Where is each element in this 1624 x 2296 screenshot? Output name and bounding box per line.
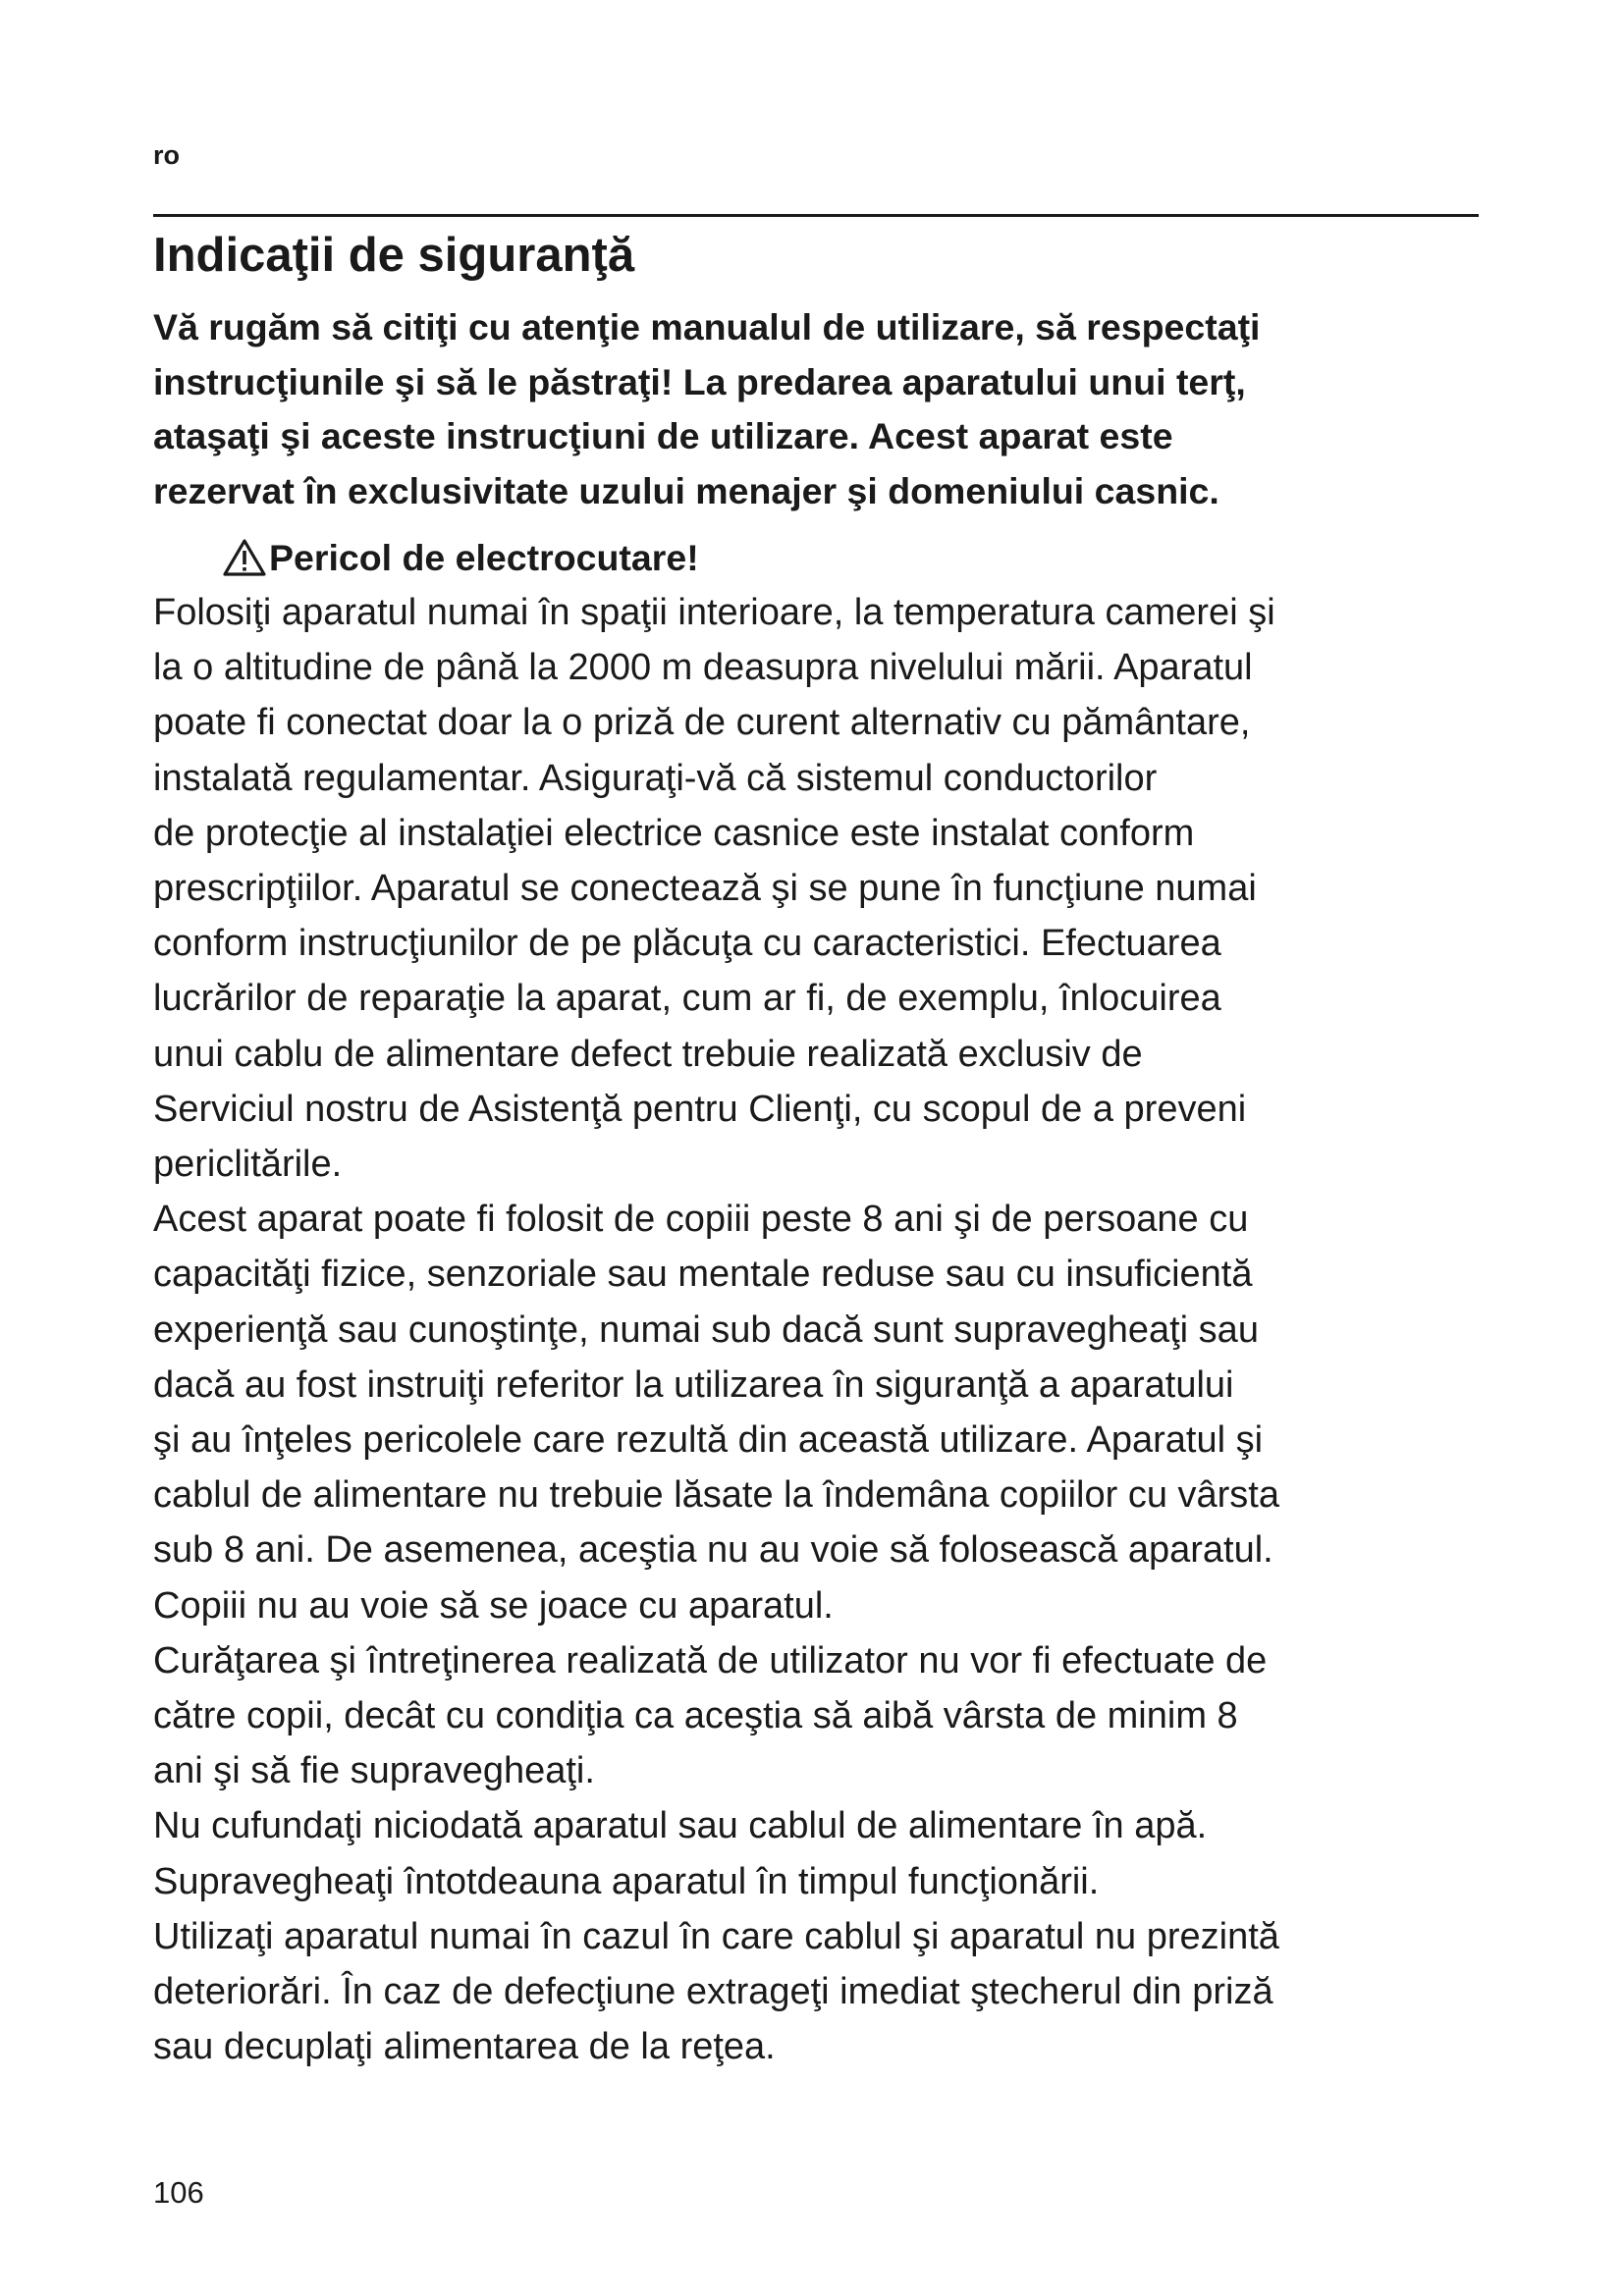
- body-paragraph-cleaning: [153, 1633, 1489, 1799]
- body-paragraph-water: [153, 1798, 1489, 1908]
- intro-line: Vă rugăm să citiţi cu atenţie manualul de utilizare, să respectaţi: [153, 306, 1261, 347]
- body-line: conform instrucţiunilor de pe plăcuţa cu caracteristici. Efectuarea: [153, 923, 1221, 965]
- body-line: capacităţi fizice, senzoriale sau mentale reduse sau cu insuficientă: [153, 1254, 1253, 1296]
- body-line: Nu cufundaţi niciodată aparatul sau cablul de alimentare în apă.: [153, 1805, 1208, 1847]
- body-line: instalată regulamentar. Asiguraţi-vă că sistemul conductorilor: [153, 757, 1158, 799]
- body-line: de protecţie al instalaţiei electrice casnice este instalat conform: [153, 812, 1195, 854]
- body-line: cablul de alimentare nu trebuie lăsate la îndemâna copiilor cu vârsta: [153, 1474, 1279, 1517]
- body-line: ani şi să fie supravegheaţi.: [153, 1750, 595, 1792]
- intro-line: ataşaţi şi aceste instrucţiuni de utilizare. Acest aparat este: [153, 415, 1173, 456]
- body-line: experienţă sau cunoştinţe, numai sub dacă sunt supravegheaţi sau: [153, 1308, 1259, 1351]
- warning-label: Pericol de electrocutare!: [269, 537, 699, 578]
- body-line: Acest aparat poate fi folosit de copiii peste 8 ani şi de persoane cu: [153, 1199, 1249, 1241]
- body-paragraph-damage: [153, 1909, 1489, 2075]
- body-paragraph-electrical: [153, 585, 1489, 1192]
- intro-line: rezervat în exclusivitate uzului menajer şi domeniului casnic.: [153, 469, 1219, 511]
- body-line: unui cablu de alimentare defect trebuie realizată exclusiv de: [153, 1033, 1143, 1075]
- warning-triangle-icon: [222, 538, 267, 577]
- language-code: ro: [153, 140, 180, 170]
- body-line: poate fi conectat doar la o priză de curent alternativ cu pământare,: [153, 702, 1251, 744]
- page-number: 106: [153, 2175, 204, 2210]
- section-title: Indicaţii de siguranţă: [153, 229, 635, 282]
- body-line: periclitările.: [153, 1144, 343, 1186]
- intro-line: instrucţiunile şi să le păstraţi! La predarea aparatului unui terţ,: [153, 360, 1246, 402]
- body-line: Curăţarea şi întreţinerea realizată de utilizator nu vor fi efectuate de: [153, 1639, 1268, 1682]
- body-line: la o altitudine de până la 2000 m deasupra nivelului mării. Aparatul: [153, 647, 1253, 689]
- intro-paragraph: [153, 300, 1489, 518]
- header-divider: [153, 214, 1479, 217]
- body-line: dacă au fost instruiţi referitor la utilizarea în siguranţă a aparatului: [153, 1363, 1234, 1406]
- body-line: prescripţiilor. Aparatul se conectează şi se pune în funcţiune numai: [153, 868, 1257, 910]
- warning-heading: [222, 530, 1489, 585]
- body-line: către copii, decât cu condiţia ca aceştia să aibă vârsta de minim 8: [153, 1695, 1238, 1737]
- body-line: sau decuplaţi alimentarea de la reţea.: [153, 2026, 776, 2068]
- body-line: Utilizaţi aparatul numai în cazul în care cablul şi aparatul nu prezintă: [153, 1915, 1279, 1957]
- body-line: Serviciul nostru de Asistenţă pentru Clienţi, cu scopul de a preveni: [153, 1088, 1247, 1130]
- body-line: Copiii nu au voie să se joace cu aparatul.: [153, 1584, 834, 1627]
- body-line: şi au înţeles pericolele care rezultă din această utilizare. Aparatul şi: [153, 1419, 1264, 1462]
- body-line: deteriorări. În caz de defecţiune extrageţi imediat ştecherul din priză: [153, 1971, 1273, 2013]
- body-paragraph-children: [153, 1192, 1489, 1633]
- page-content: [153, 300, 1489, 2074]
- body-line: lucrărilor de reparaţie la aparat, cum ar fi, de exemplu, înlocuirea: [153, 978, 1221, 1020]
- body-line: sub 8 ani. De asemenea, aceştia nu au voie să folosească aparatul.: [153, 1529, 1273, 1572]
- body-line: Folosiţi aparatul numai în spaţii interioare, la temperatura camerei şi: [153, 592, 1275, 633]
- body-line: Supravegheaţi întotdeauna aparatul în timpul funcţionării.: [153, 1860, 1100, 1902]
